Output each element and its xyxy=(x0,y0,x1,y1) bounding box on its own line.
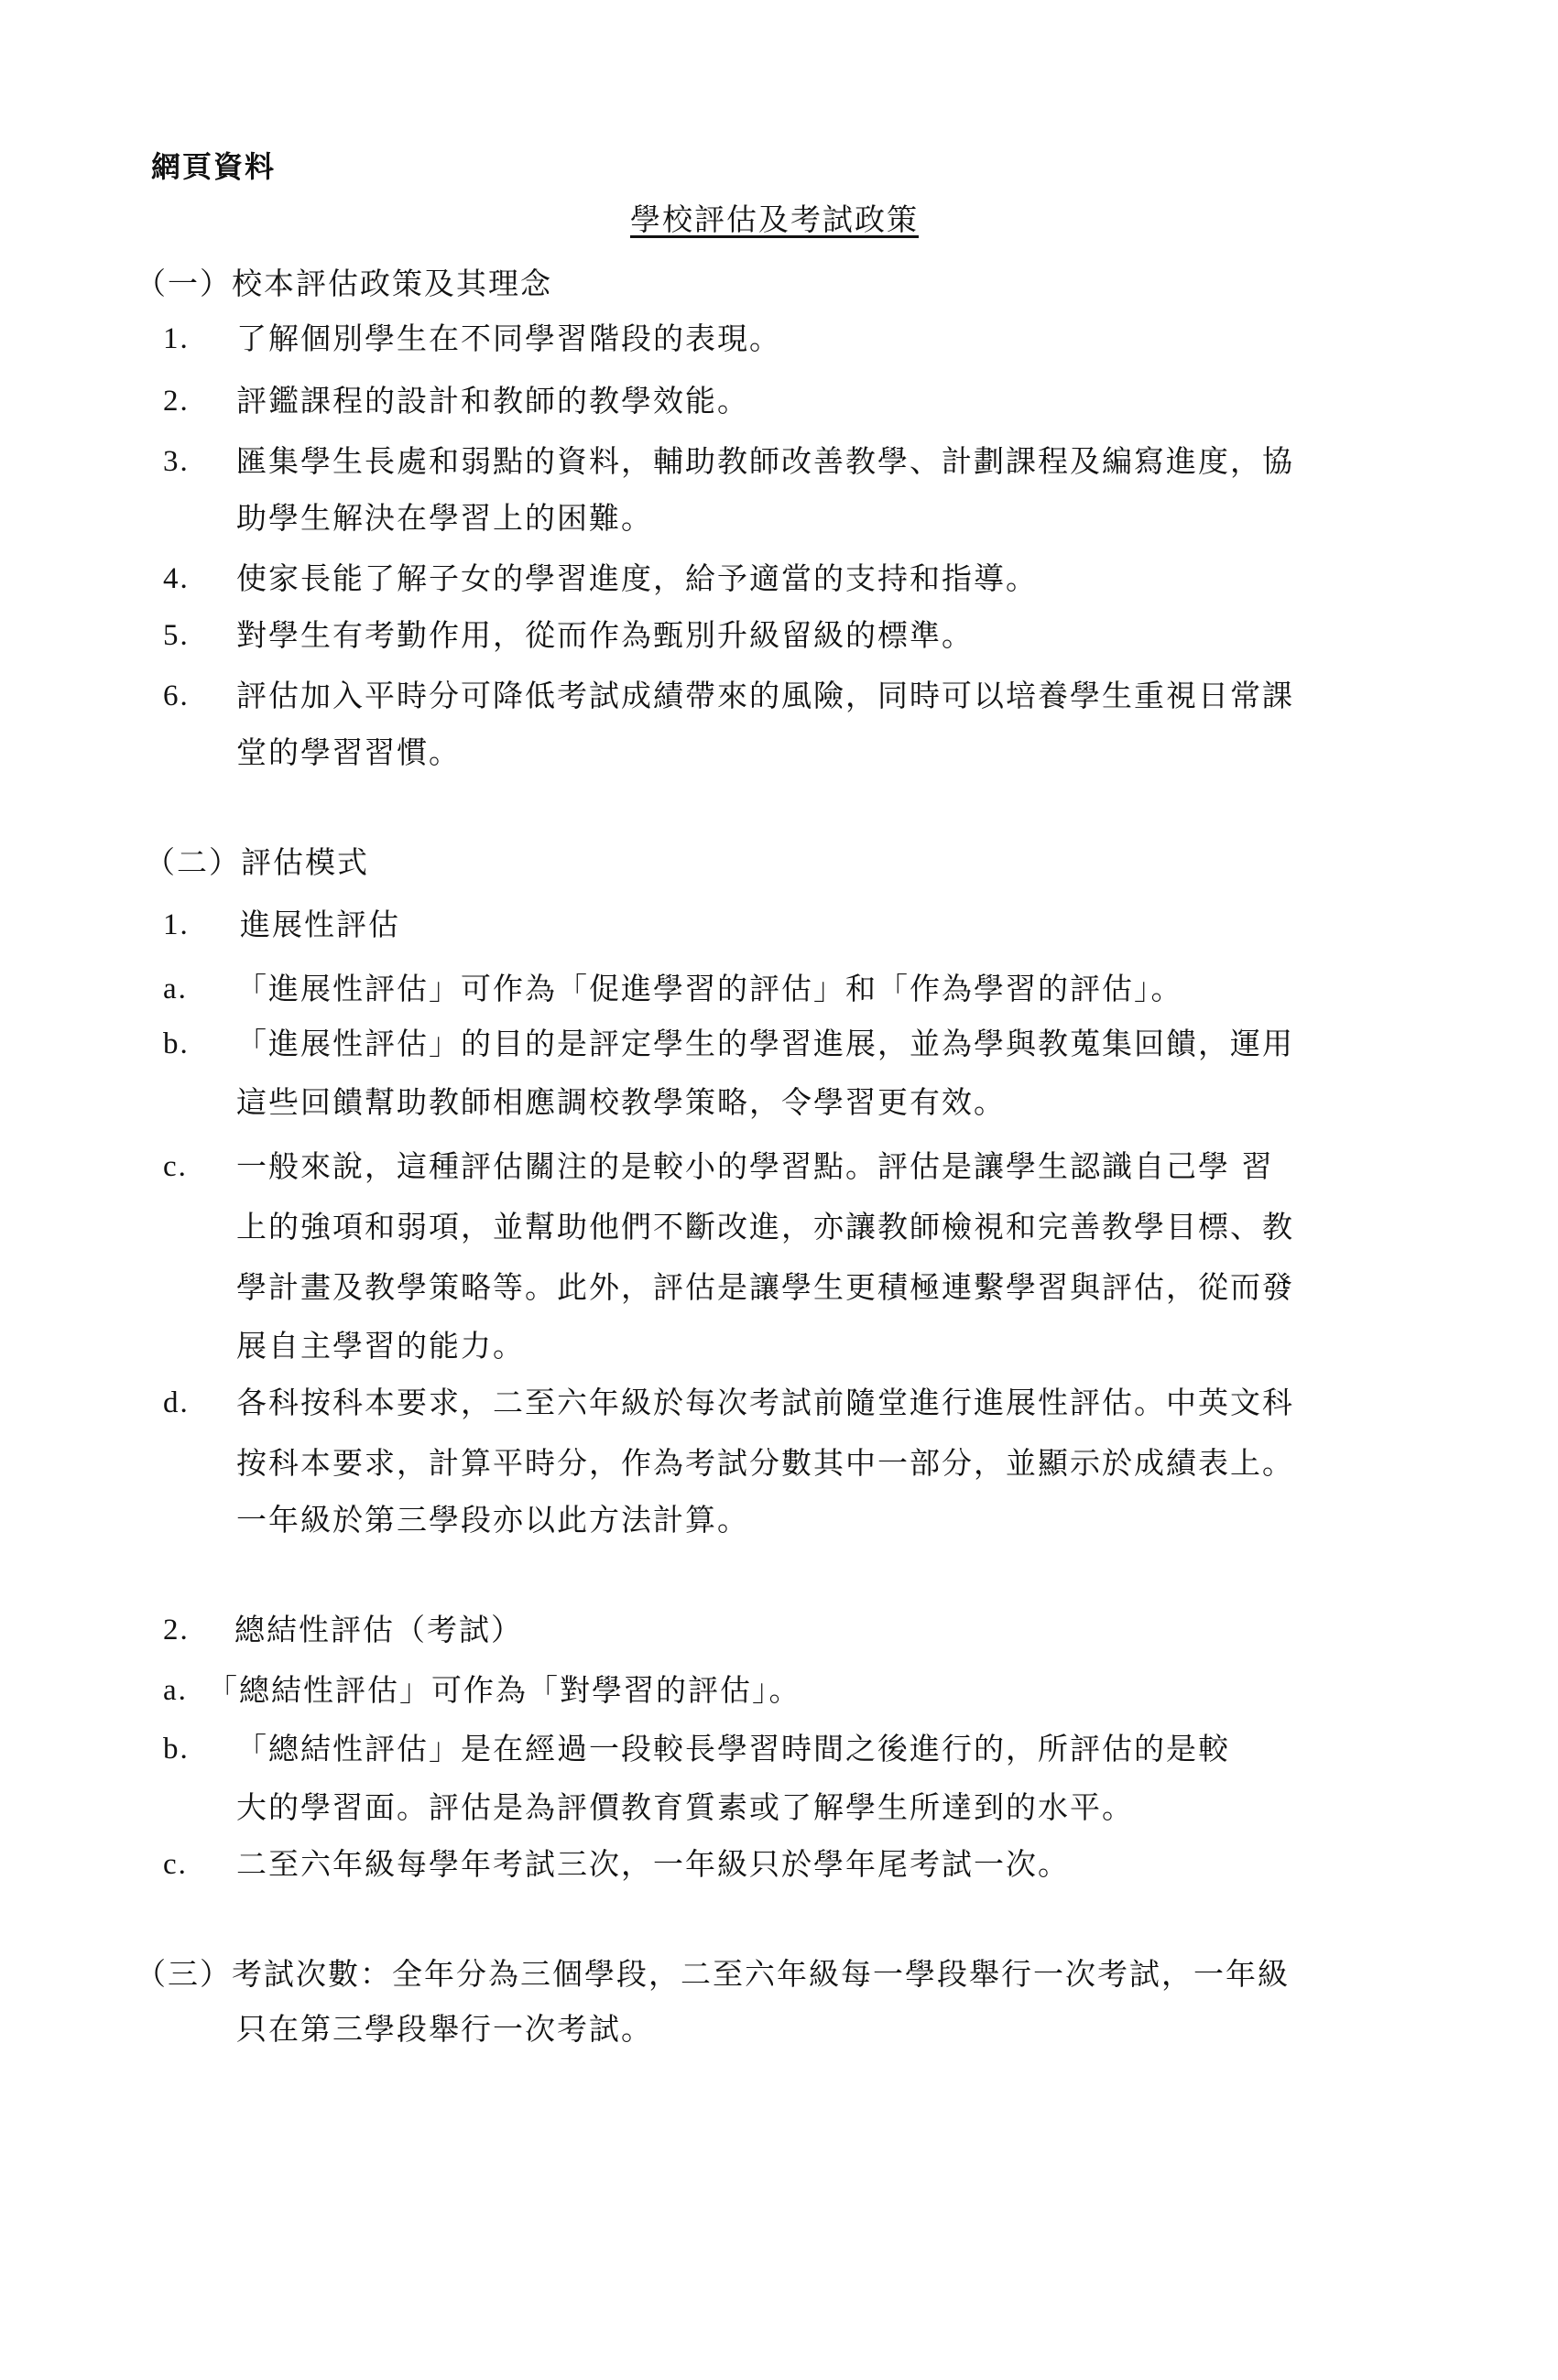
item-text: 各科按科本要求，二至六年級於每次考試前隨堂進行進展性評估。中英文科 xyxy=(236,1385,1294,1420)
item-marker: 5. xyxy=(163,619,190,652)
item-text: 二至六年級每學年考試三次，一年級只於學年尾考試一次。 xyxy=(236,1846,1070,1882)
item-marker: a. xyxy=(163,973,188,1005)
item-marker: b. xyxy=(163,1733,190,1766)
item-text: 堂的學習習慣。 xyxy=(236,734,461,770)
document-header: 網頁資料 xyxy=(151,149,277,184)
item-text: 「進展性評估」可作為「促進學習的評估」和「作為學習的評估」。 xyxy=(236,971,1183,1006)
subsection-marker: 2. xyxy=(163,1614,190,1646)
item-text: 學計畫及教學策略等。此外，評估是讓學生更積極連繫學習與評估，從而發 xyxy=(236,1269,1294,1305)
item-marker: 6. xyxy=(163,679,190,712)
item-text: 對學生有考勤作用，從而作為甄別升級留級的標準。 xyxy=(236,617,974,653)
item-marker: 2. xyxy=(163,385,190,418)
item-text: 匯集學生長處和弱點的資料，輔助教師改善教學、計劃課程及編寫進度，協 xyxy=(236,443,1294,479)
item-text: 上的強項和弱項，並幫助他們不斷改進，亦讓教師檢視和完善教學目標、教 xyxy=(236,1209,1294,1244)
item-text: 大的學習面。評估是為評價教育質素或了解學生所達到的水平。 xyxy=(236,1789,1134,1825)
item-text: 使家長能了解子女的學習進度，給予適當的支持和指導。 xyxy=(236,560,1038,596)
item-marker: d. xyxy=(163,1386,190,1419)
item-marker: 1. xyxy=(163,322,190,355)
item-text: 展自主學習的能力。 xyxy=(236,1328,525,1364)
section-3-heading: （三）考試次數：全年分為三個學段，二至六年級每一學段舉行一次考試，一年級 xyxy=(136,1956,1290,1992)
subsection-marker: 1. xyxy=(163,908,190,941)
item-text: 評估加入平時分可降低考試成績帶來的風險，同時可以培養學生重視日常課 xyxy=(236,678,1294,713)
item-text: 一般來說，這種評估關注的是較小的學習點。評估是讓學生認識自己學 習 xyxy=(236,1148,1274,1184)
item-text: 一年級於第三學段亦以此方法計算。 xyxy=(236,1502,749,1538)
section-1-heading: （一）校本評估政策及其理念 xyxy=(136,266,552,301)
subsection-heading: 總結性評估（考試） xyxy=(234,1612,523,1647)
item-marker: b. xyxy=(163,1027,190,1060)
section-2-heading: （二）評估模式 xyxy=(145,844,369,880)
item-text: 「總結性評估」可作為「對學習的評估」。 xyxy=(207,1672,801,1708)
item-text: 這些回饋幫助教師相應調校教學策略，令學習更有效。 xyxy=(236,1084,1006,1120)
subsection-heading: 進展性評估 xyxy=(240,907,400,942)
item-marker: c. xyxy=(163,1150,188,1183)
item-text: 了解個別學生在不同學習階段的表現。 xyxy=(236,321,781,356)
item-text: 「進展性評估」的目的是評定學生的學習進展，並為學與教蒐集回饋，運用 xyxy=(236,1026,1294,1061)
section-3-text: 只在第三學段舉行一次考試。 xyxy=(236,2011,653,2047)
item-marker: 4. xyxy=(163,562,190,595)
item-marker: 3. xyxy=(163,445,190,478)
item-marker: c. xyxy=(163,1848,188,1881)
item-text: 「總結性評估」是在經過一段較長學習時間之後進行的，所評估的是較 xyxy=(236,1731,1230,1766)
item-text: 按科本要求，計算平時分，作為考試分數其中一部分，並顯示於成績表上。 xyxy=(236,1445,1294,1481)
document-title: 學校評估及考試政策 xyxy=(630,201,919,237)
item-text: 助學生解決在學習上的困難。 xyxy=(236,500,653,536)
item-text: 評鑑課程的設計和教師的教學效能。 xyxy=(236,383,749,418)
item-marker: a. xyxy=(163,1674,188,1707)
